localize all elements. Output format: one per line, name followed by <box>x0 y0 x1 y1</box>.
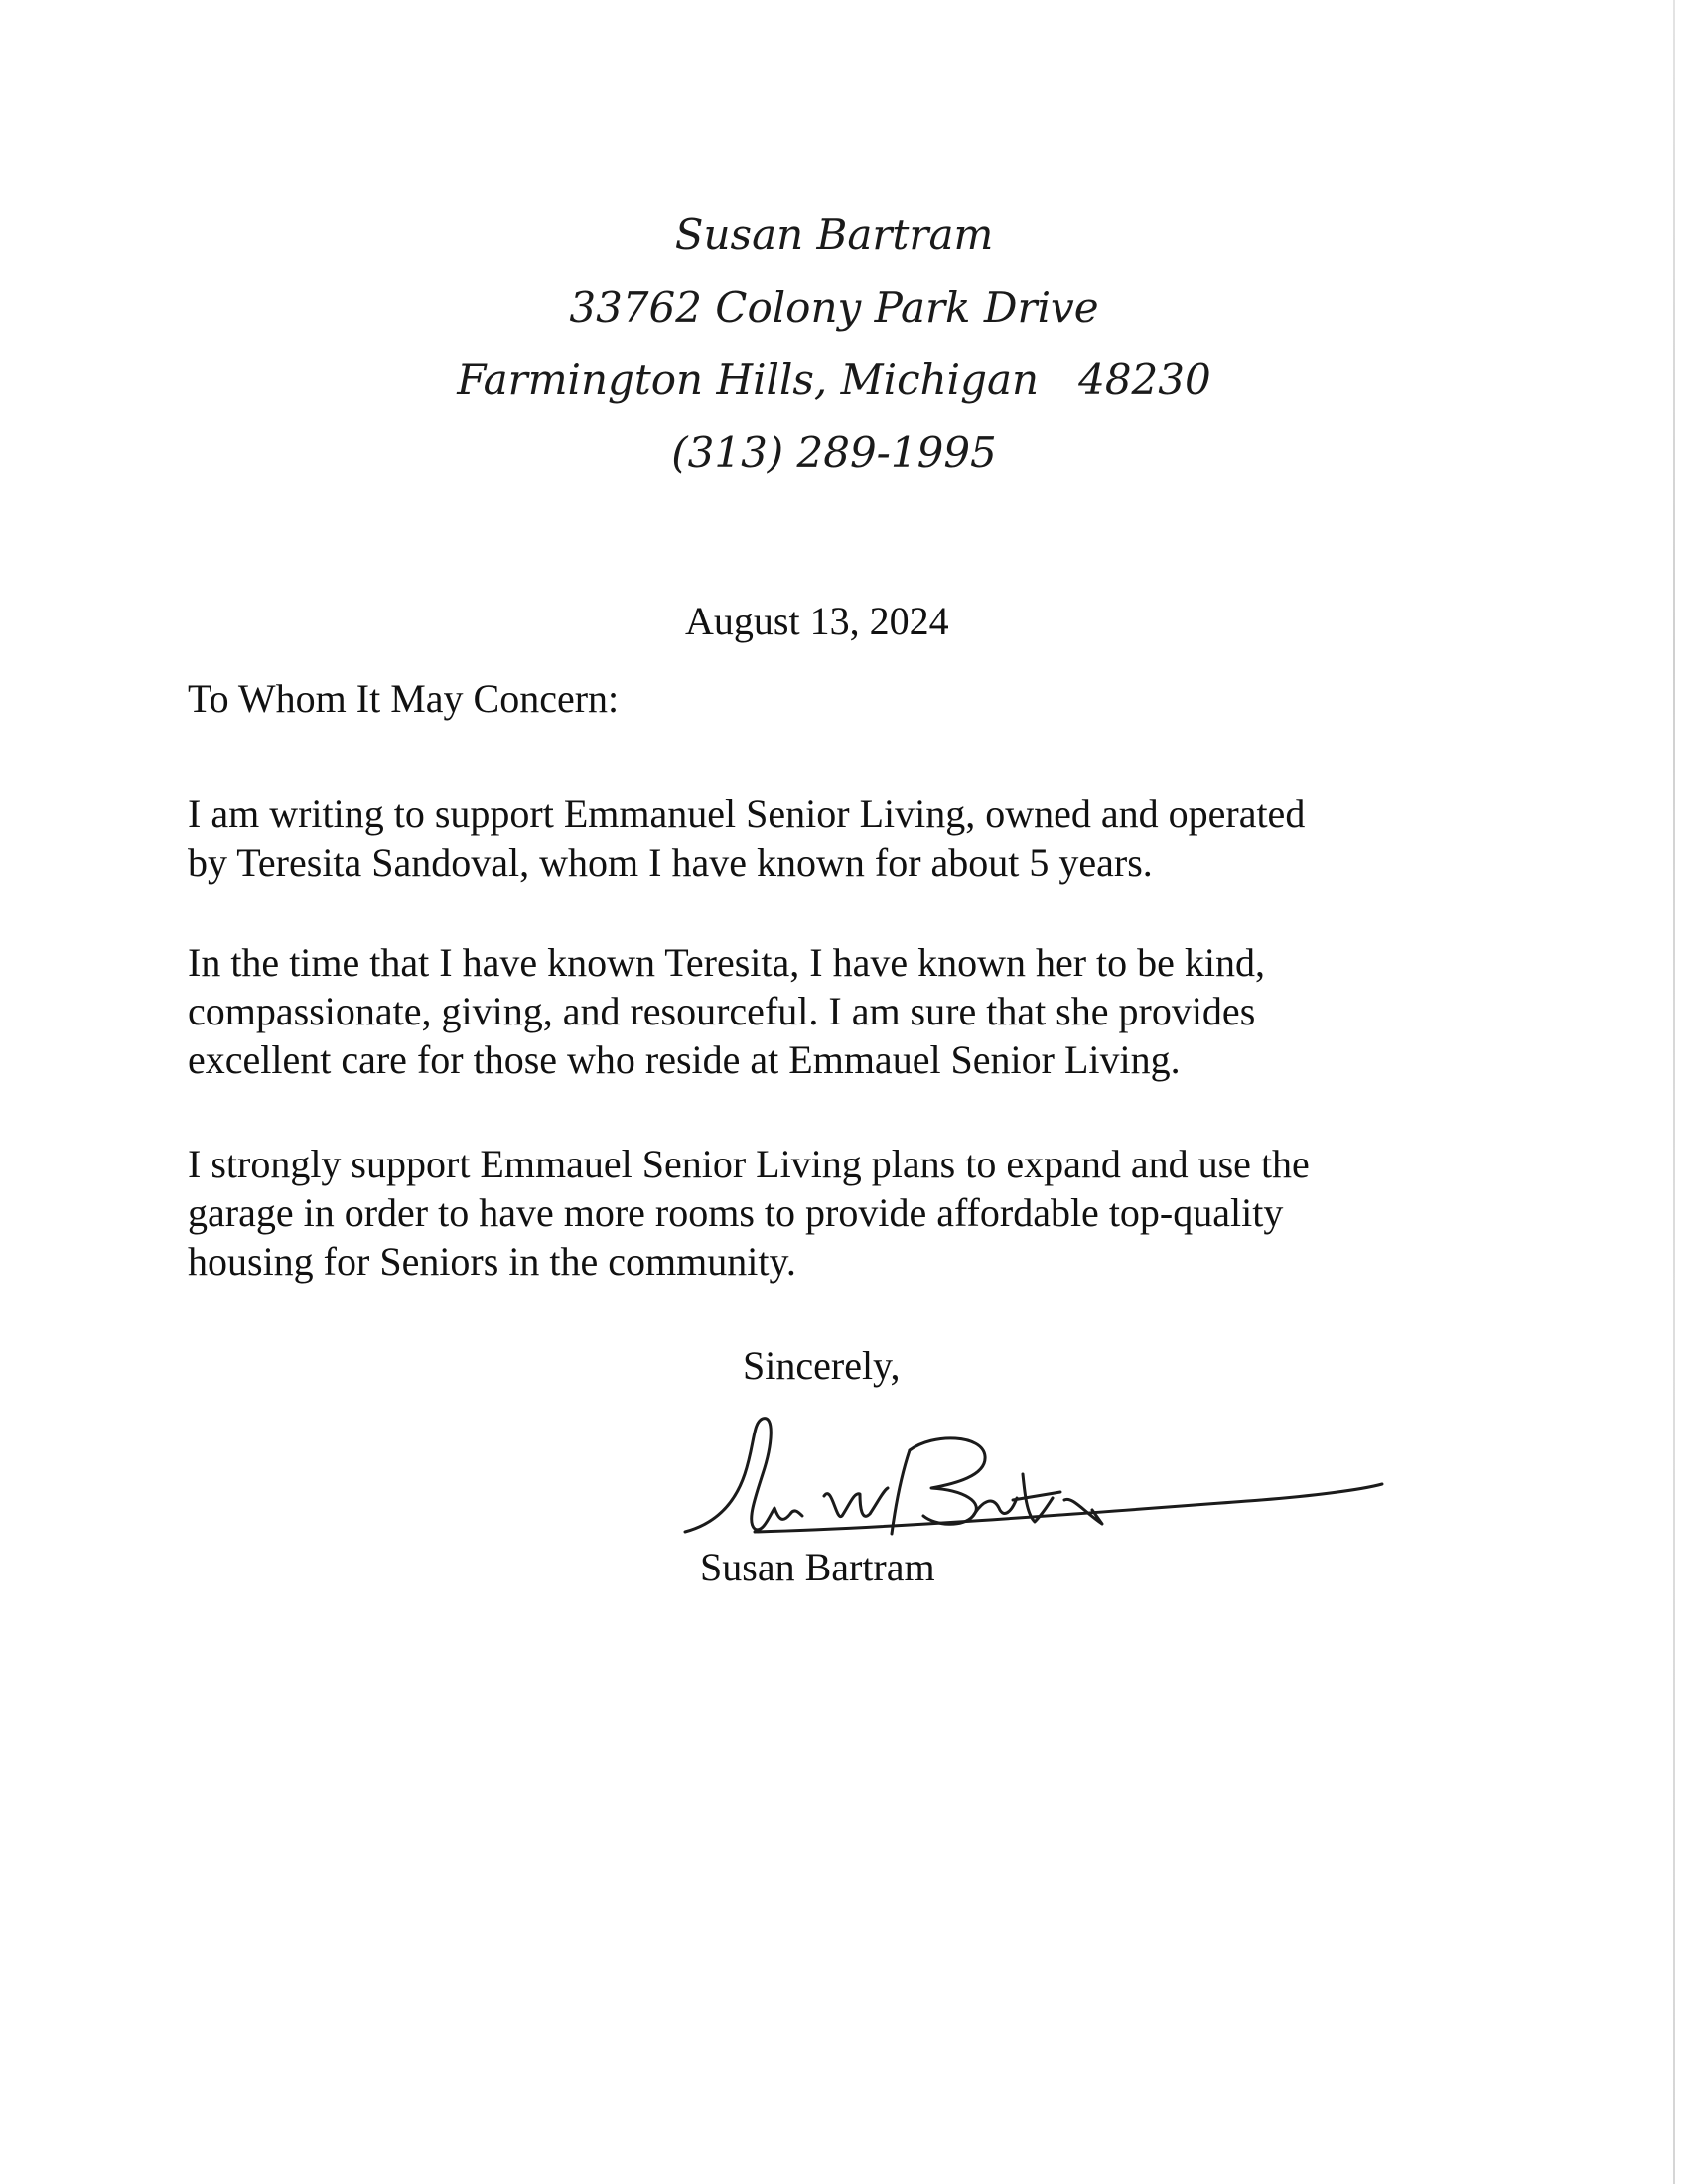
salutation: To Whom It May Concern: <box>188 676 620 721</box>
closing: Sincerely, <box>743 1343 901 1388</box>
letter-date: August 13, 2024 <box>685 599 949 643</box>
paragraph-line: I strongly support Emmauel Senior Living plans to expand and use the <box>188 1142 1310 1186</box>
letterhead-city-line <box>0 343 1668 416</box>
letterhead-phone: (313) 289-1995 <box>671 428 997 477</box>
letterhead-street-text: 33762 Colony Park Drive <box>569 283 1099 332</box>
letterhead-zip: 48230 <box>1078 355 1211 404</box>
letterhead <box>0 199 1668 488</box>
body-paragraph-2 <box>188 938 1498 1084</box>
paragraph-line: housing for Seniors in the community. <box>188 1239 796 1284</box>
paragraph-line: excellent care for those who reside at Emmauel Senior Living. <box>188 1037 1181 1082</box>
body-paragraph-1 <box>188 789 1498 887</box>
paragraph-line: compassionate, giving, and resourceful. I am sure that she provides <box>188 989 1256 1033</box>
paragraph-line: garage in order to have more rooms to provide affordable top-quality <box>188 1190 1284 1235</box>
scan-edge-line <box>1673 0 1675 2184</box>
letterhead-name: Susan Bartram <box>674 210 994 259</box>
paragraph-line: by Teresita Sandoval, whom I have known for about 5 years. <box>188 840 1153 885</box>
signer-name: Susan Bartram <box>700 1545 935 1589</box>
paragraph-line: In the time that I have known Teresita, I have known her to be kind, <box>188 940 1266 985</box>
handwritten-signature <box>675 1405 1390 1554</box>
letterhead-city-state: Farmington Hills, Michigan <box>457 355 1040 404</box>
letterhead-street <box>0 271 1668 343</box>
paragraph-line: I am writing to support Emmanuel Senior Living, owned and operated <box>188 791 1306 836</box>
body-paragraph-3 <box>188 1140 1498 1286</box>
